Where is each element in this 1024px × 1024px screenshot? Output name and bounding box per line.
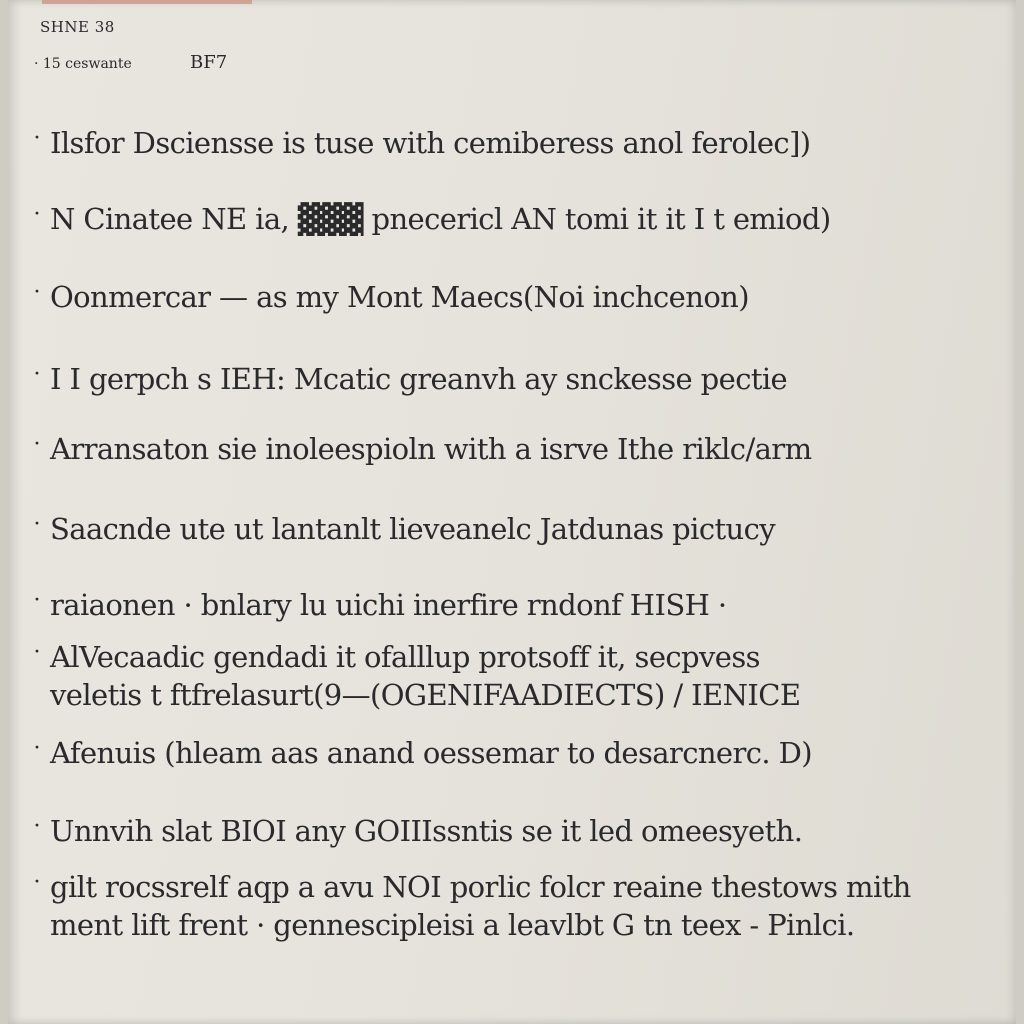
- text-line: Oonmercar — as my Mont Maecs(Noi inchcenon): [50, 280, 749, 314]
- text-line: I I gerpch s IEH: Mcatic greanvh ay snckesse pectie: [50, 362, 788, 396]
- text-line: Saacnde ute ut lantanlt lieveanelc Jatdunas pictucy: [50, 512, 776, 546]
- bullet-icon: ·: [33, 640, 41, 665]
- page-header-subtitle: · 15 ceswante: [34, 56, 132, 72]
- list-item-text: [50, 360, 787, 398]
- list-item-text: [50, 868, 911, 944]
- text-line: raiaonen · bnlary lu uichi inerfire rndonf HISH ·: [50, 588, 727, 622]
- bullet-icon: ·: [33, 362, 41, 387]
- page-edge-mark: [42, 0, 252, 4]
- list-item-text: [50, 200, 831, 238]
- list-item: [24, 360, 1004, 398]
- list-item-text: [50, 430, 811, 468]
- bullet-icon: ·: [33, 126, 41, 151]
- page-header-code: BF7: [190, 52, 228, 73]
- page-header-id: SHNE 38: [40, 18, 115, 36]
- list-item: [24, 638, 1004, 714]
- list-item: [24, 430, 1004, 468]
- list-item: [24, 124, 1004, 162]
- bullet-icon: ·: [33, 814, 41, 839]
- list-item-text: [50, 638, 800, 714]
- text-line: N Cinatee NE ia, ▓▓▓ pnecericl AN tomi it it I t emiod): [50, 202, 831, 236]
- list-item: [24, 200, 1004, 238]
- list-item-text: [50, 734, 812, 772]
- list-item-text: [50, 812, 802, 850]
- bullet-icon: ·: [33, 512, 41, 537]
- list-item-text: [50, 278, 749, 316]
- bullet-icon: ·: [33, 870, 41, 895]
- text-line: Unnvih slat BIOI any GOIIIssntis se it led omeesyeth.: [50, 814, 803, 848]
- document-page: [8, 0, 1016, 1024]
- bullet-icon: ·: [33, 736, 41, 761]
- text-line: Arransaton sie inoleespioln with a isrve Ithe riklc/arm: [50, 432, 812, 466]
- text-line: veletis t ftfrelasurt(9—(OGENIFAADIECTS) / IENICE: [50, 678, 801, 712]
- bullet-icon: ·: [33, 280, 41, 305]
- bullet-icon: ·: [33, 588, 41, 613]
- list-item-text: [50, 510, 775, 548]
- list-item: [24, 586, 1004, 624]
- text-line: ment lift frent · gennescipleisi a leavlbt G tn teex - Pinlci.: [50, 908, 855, 942]
- list-item-text: [50, 124, 811, 162]
- bullet-icon: ·: [33, 432, 41, 457]
- list-item: [24, 868, 1004, 944]
- list-item: [24, 510, 1004, 548]
- text-line: Ilsfor Dsciensse is tuse with cemiberess anol ferolec]): [50, 126, 811, 160]
- text-line: gilt rocssrelf aqp a avu NOI porlic folcr reaine thestows mith: [50, 870, 911, 904]
- list-item: [24, 278, 1004, 316]
- list-item: [24, 734, 1004, 772]
- text-line: Afenuis (hleam aas anand oessemar to desarcnerc. D): [50, 736, 812, 770]
- text-line: AlVecaadic gendadi it ofalllup protsoff it, secpvess: [50, 640, 760, 674]
- bullet-icon: ·: [33, 202, 41, 227]
- list-item: [24, 812, 1004, 850]
- list-item-text: [50, 586, 727, 624]
